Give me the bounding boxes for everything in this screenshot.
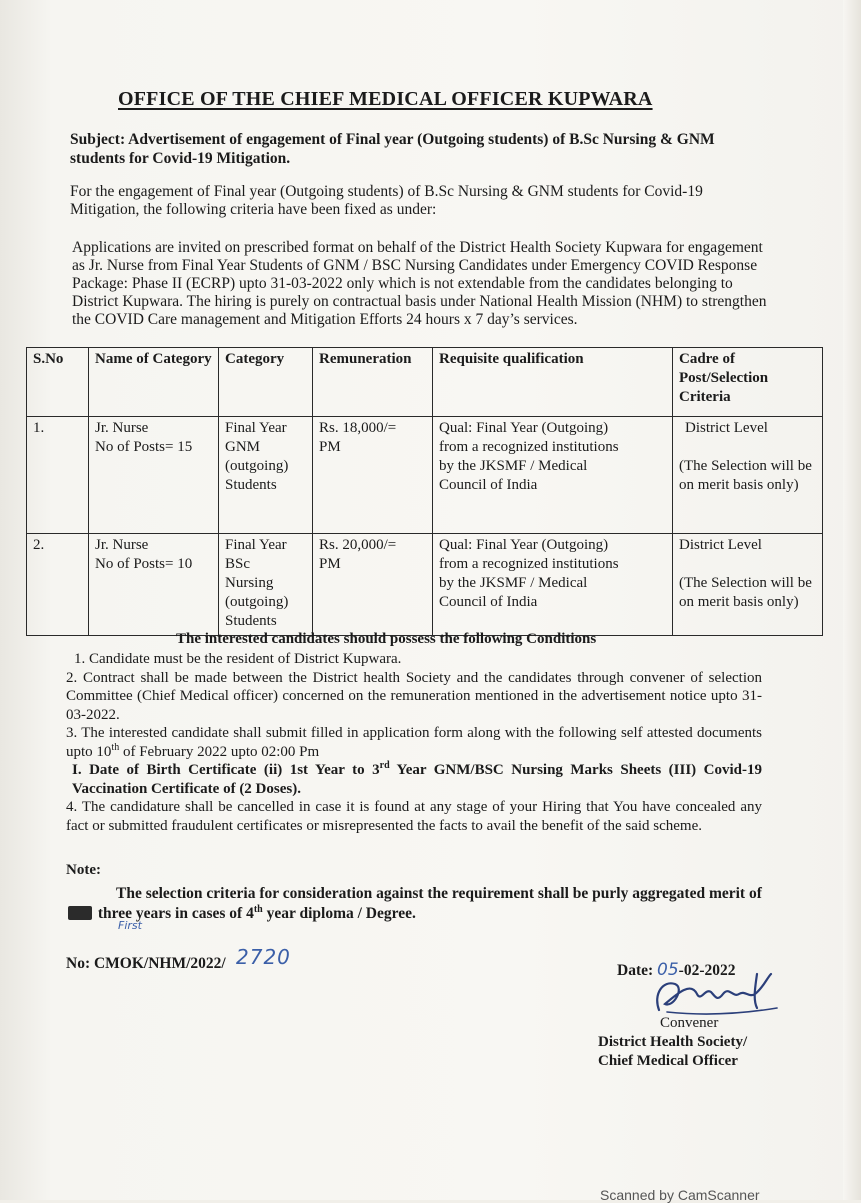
- row-cadre-level: District Level: [685, 420, 768, 436]
- row-sno: 2.: [27, 534, 89, 636]
- table-header-row: [27, 348, 823, 417]
- row-name-posts: No of Posts= 15: [95, 439, 193, 455]
- row-remuneration-period: PM: [319, 439, 341, 455]
- row-cadre-note: (The Selection will be: [679, 458, 812, 474]
- row-category-line: (outgoing): [225, 458, 289, 474]
- date-suffix: -02-2022: [678, 962, 736, 979]
- row-sno: 1.: [27, 417, 89, 534]
- convener-label: Convener: [660, 1015, 719, 1031]
- condition-item: [66, 669, 762, 725]
- scanner-watermark: Scanned by CamScanner: [600, 1187, 760, 1203]
- header-qualification: Requisite qualification: [433, 348, 673, 417]
- condition-text: 4. The candidature shall be cancelled in case it is found at any stage of your Hiring that You have concealed any fact or submitted fraudulent certificates or misrepresented the facts to avail the benefit of the said scheme.: [66, 799, 762, 834]
- header-sno: S.No: [27, 348, 89, 417]
- condition-text: 2. Contract shall be made between the District health Society and the candidates through convener of selection Committee (Chief Medical officer) concerned on the remuneration mentioned in the advertisement notice upto 31-03-2022.: [66, 669, 762, 723]
- row-qualification: [433, 534, 673, 636]
- row-category-line: Students: [225, 613, 277, 629]
- condition-text: 3. The interested candidate shall submit filled in application form along with the following self attested documents upto 10: [66, 725, 762, 760]
- conditions-heading: The interested candidates should possess the following Conditions: [176, 631, 597, 647]
- row-category-line: (outgoing): [225, 594, 289, 610]
- row-qualification-line: from a recognized institutions: [439, 556, 619, 572]
- row-name-title: Jr. Nurse: [95, 537, 149, 553]
- row-category-line: Final Year: [225, 420, 287, 436]
- applications-paragraph: Applications are invited on prescribed format on behalf of the District Health Society Kupwara for engagement as Jr. Nurse from Final Year Students of GNM / BSC Nursing Candidates under Emergency COVID Response Package: Phase II (ECRP) upto 31-03-2022 only which is not extendable from the candidates belonging to District Kupwara. The hiring is purely on contractual basis under National Health Mission (NHM) to strengthen the COVID Care management and Mitigation Efforts 24 hours x 7 day’s services.: [72, 239, 767, 328]
- intro-paragraph: For the engagement of Final year (Outgoing students) of B.Sc Nursing & GNM students for Covid-19 Mitigation, the following criteria have been fixed as under:: [70, 183, 703, 218]
- row-qualification: [433, 417, 673, 534]
- row-category-line: Students: [225, 477, 277, 493]
- row-remuneration-amount: Rs. 20,000/=: [319, 537, 397, 553]
- row-category: [219, 417, 313, 534]
- row-cadre: [673, 534, 823, 636]
- row-cadre-gap: [679, 438, 817, 457]
- row-qualification-line: from a recognized institutions: [439, 439, 619, 455]
- row-category-line: GNM: [225, 439, 261, 455]
- date-prefix: Date:: [617, 962, 658, 979]
- row-remuneration: [313, 417, 433, 534]
- row-category-line: Final Year: [225, 537, 287, 553]
- row-cadre-note: on merit basis only): [679, 477, 799, 493]
- reference-number-label: No: CMOK/NHM/2022/: [66, 955, 226, 972]
- header-cadre: Cadre of Post/Selection Criteria: [673, 348, 823, 417]
- condition-item: [66, 650, 762, 669]
- row-name: [89, 417, 219, 534]
- row-category-line: Nursing: [225, 575, 274, 591]
- criteria-table: [26, 347, 823, 636]
- condition-item: [66, 724, 762, 761]
- row-cadre: [673, 417, 823, 534]
- row-cadre-note: (The Selection will be: [679, 575, 812, 591]
- row-name-title: Jr. Nurse: [95, 420, 149, 436]
- row-cadre-note: on merit basis only): [679, 594, 799, 610]
- superscript: th: [253, 903, 263, 915]
- header-name: Name of Category: [89, 348, 219, 417]
- row-qualification-line: Council of India: [439, 477, 538, 493]
- header-category: Category: [219, 348, 313, 417]
- documents-text: Year GNM/BSC Nursing Marks Sheets (III) Covid-19 Vaccination Certificate of (2 Doses).: [72, 762, 762, 797]
- signatory-line: District Health Society/: [598, 1034, 748, 1050]
- selection-criteria-note: [66, 884, 766, 924]
- row-cadre-level: District Level: [679, 537, 762, 553]
- row-remuneration-amount: Rs. 18,000/=: [319, 420, 397, 436]
- row-remuneration: [313, 534, 433, 636]
- strikethrough-scribble: [68, 906, 92, 920]
- documents-list: [66, 761, 762, 798]
- signatory-line: Chief Medical Officer: [598, 1053, 738, 1069]
- row-name: [89, 534, 219, 636]
- row-name-posts: No of Posts= 10: [95, 556, 193, 572]
- row-cadre-gap: [679, 555, 817, 574]
- row-qualification-line: Qual: Final Year (Outgoing): [439, 420, 609, 436]
- signature-block: [598, 1014, 818, 1071]
- condition-text: 1. Candidate must be the resident of District Kupwara.: [74, 651, 402, 667]
- criteria-text: three years in cases of 4: [94, 905, 254, 922]
- note-label: Note:: [66, 862, 101, 878]
- condition-item: [66, 798, 762, 835]
- conditions-list: [66, 650, 762, 835]
- condition-text: of February 2022 upto 02:00 Pm: [119, 743, 320, 760]
- subject-line: Subject: Advertisement of engagement of Final year (Outgoing students) of B.Sc Nursing & GNM students for Covid-19 Mitigation.: [70, 131, 715, 167]
- documents-text: I. Date of Birth Certificate (ii) 1st Year to 3: [72, 762, 380, 778]
- office-title: OFFICE OF THE CHIEF MEDICAL OFFICER KUPWARA: [118, 88, 653, 110]
- handwritten-reference-number: 2720: [236, 945, 291, 969]
- table-row: [27, 534, 823, 636]
- row-qualification-line: Qual: Final Year (Outgoing): [439, 537, 609, 553]
- criteria-text: year diploma / Degree.: [262, 905, 416, 922]
- row-qualification-line: Council of India: [439, 594, 538, 610]
- handwritten-first: First: [118, 919, 142, 932]
- row-remuneration-period: PM: [319, 556, 341, 572]
- row-qualification-line: by the JKSMF / Medical: [439, 458, 588, 474]
- row-qualification-line: by the JKSMF / Medical: [439, 575, 588, 591]
- header-remuneration: Remuneration: [313, 348, 433, 417]
- superscript: rd: [379, 760, 390, 771]
- row-category: [219, 534, 313, 636]
- date-day-handwritten: 05: [657, 960, 679, 980]
- page-edge: [843, 0, 861, 1200]
- table-row: [27, 417, 823, 534]
- superscript: th: [111, 741, 120, 753]
- criteria-text: The selection criteria for consideration against the requirement shall be purly aggregated merit of: [116, 885, 762, 902]
- row-category-line: BSc: [225, 556, 251, 572]
